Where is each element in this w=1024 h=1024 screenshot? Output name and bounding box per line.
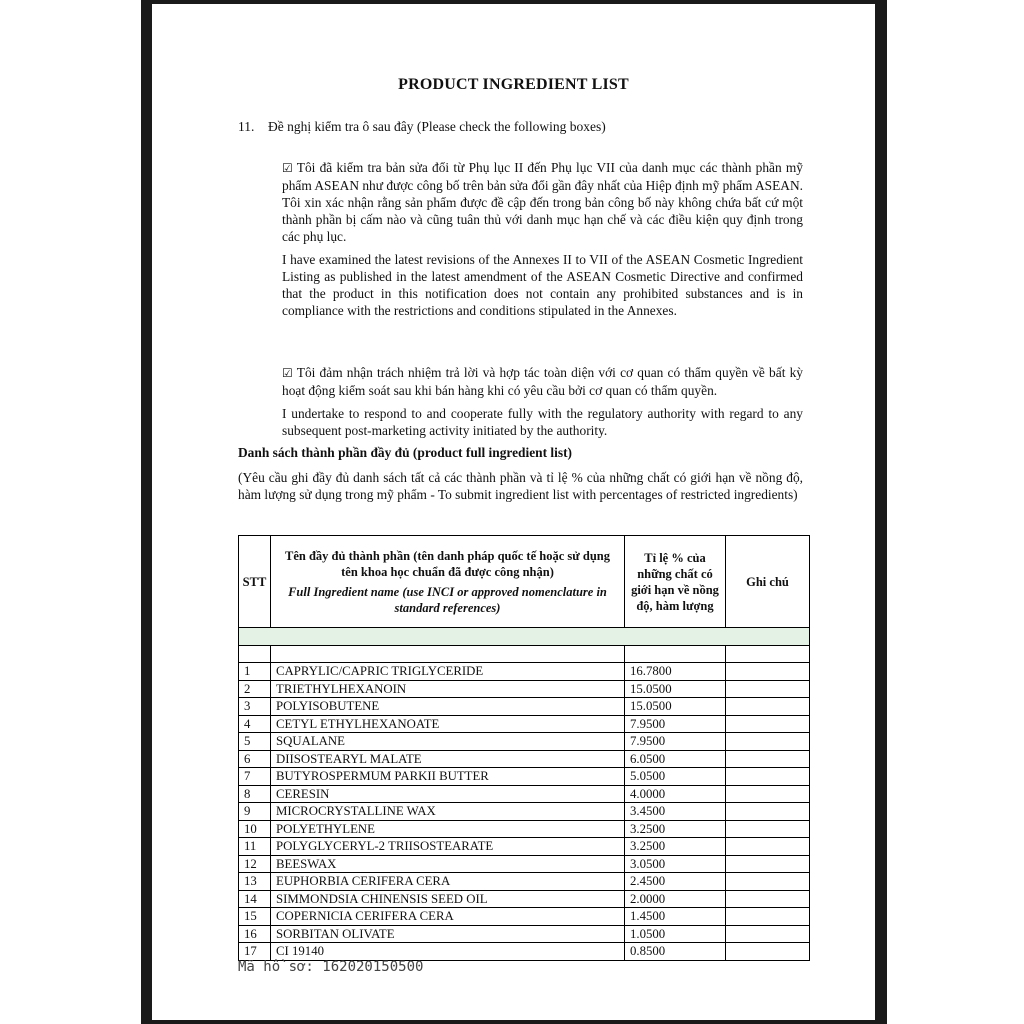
cell-percentage: 3.2500 bbox=[625, 838, 726, 856]
header-ingredient-name bbox=[271, 536, 625, 628]
cell-percentage: 0.8500 bbox=[625, 943, 726, 961]
cell-percentage: 2.0000 bbox=[625, 890, 726, 908]
ingredient-list-requirement: (Yêu cầu ghi đầy đủ danh sách tất cả các thành phần và tỉ lệ % của những chất có giới hạn về nồng độ, hàm lượng sử dụng trong mỹ phẩm - To submit ingredient list with percentages of restricted ingredients) bbox=[238, 470, 803, 502]
cell-stt: 2 bbox=[239, 680, 271, 698]
cell-percentage: 15.0500 bbox=[625, 698, 726, 716]
cell-note bbox=[726, 838, 810, 856]
cell-note bbox=[726, 698, 810, 716]
cell-percentage: 3.4500 bbox=[625, 803, 726, 821]
declaration-2-vi bbox=[282, 364, 803, 399]
document-page bbox=[152, 4, 875, 1020]
cell-ingredient-name: EUPHORBIA CERIFERA CERA bbox=[271, 873, 625, 891]
file-code: Mã hồ sơ: 162020150500 bbox=[238, 959, 424, 975]
section-11 bbox=[238, 119, 606, 135]
cell-percentage: 3.2500 bbox=[625, 820, 726, 838]
cell-ingredient-name: CAPRYLIC/CAPRIC TRIGLYCERIDE bbox=[271, 663, 625, 681]
cell-ingredient-name: SIMMONDSIA CHINENSIS SEED OIL bbox=[271, 890, 625, 908]
section-11-text: Đề nghị kiểm tra ô sau đây (Please check the following boxes) bbox=[268, 119, 606, 134]
table-row bbox=[239, 820, 810, 838]
table-row bbox=[239, 803, 810, 821]
cell-ingredient-name: CERESIN bbox=[271, 785, 625, 803]
cell-percentage: 1.4500 bbox=[625, 908, 726, 926]
cell-percentage: 7.9500 bbox=[625, 733, 726, 751]
cell-stt: 9 bbox=[239, 803, 271, 821]
cell-stt: 16 bbox=[239, 925, 271, 943]
table-row bbox=[239, 908, 810, 926]
cell-note bbox=[726, 680, 810, 698]
checkbox-checked-icon: ☑ bbox=[282, 161, 293, 175]
cell-note bbox=[726, 785, 810, 803]
cell-stt: 7 bbox=[239, 768, 271, 786]
cell-note bbox=[726, 855, 810, 873]
cell-ingredient-name: MICROCRYSTALLINE WAX bbox=[271, 803, 625, 821]
ingredient-list-heading: Danh sách thành phần đầy đủ (product full ingredient list) bbox=[238, 445, 572, 460]
cell-note bbox=[726, 908, 810, 926]
declaration-2-vi-text: Tôi đảm nhận trách nhiệm trả lời và hợp tác toàn diện với cơ quan có thẩm quyền về bất kỳ hoạt động kiểm soát sau khi bán hàng khi có yêu cầu bởi cơ quan có thẩm quyền. bbox=[282, 365, 803, 398]
ingredient-table bbox=[238, 535, 810, 961]
cell-percentage: 2.4500 bbox=[625, 873, 726, 891]
cell-stt: 10 bbox=[239, 820, 271, 838]
header-percentage: Tỉ lệ % của những chất có giới hạn về nồng độ, hàm lượng bbox=[625, 536, 726, 628]
cell-note bbox=[726, 890, 810, 908]
cell-note bbox=[726, 820, 810, 838]
table-row bbox=[239, 873, 810, 891]
table-row bbox=[239, 733, 810, 751]
cell-stt: 13 bbox=[239, 873, 271, 891]
cell-note bbox=[726, 943, 810, 961]
cell-stt: 4 bbox=[239, 715, 271, 733]
cell-note bbox=[726, 768, 810, 786]
table-row bbox=[239, 680, 810, 698]
cell-note bbox=[726, 663, 810, 681]
cell-stt: 1 bbox=[239, 663, 271, 681]
cell-note bbox=[726, 925, 810, 943]
table-row bbox=[239, 750, 810, 768]
declaration-1-vi bbox=[282, 159, 803, 245]
declaration-1-vi-text: Tôi đã kiểm tra bản sửa đổi từ Phụ lục II đến Phụ lục VII của danh mục các thành phần mỹ phẩm ASEAN như được công bố trên bản sửa đổi gần đây nhất của Hiệp định mỹ phẩm ASEAN. Tôi xin xác nhận rằng sản phẩm được đề cập đến trong bản công bố này không chứa bất cứ một thành phần bị cấm nào và cũng tuân thủ với danh mục hạn chế và các điều kiện quy định trong các phụ lục. bbox=[282, 160, 803, 244]
cell-stt: 5 bbox=[239, 733, 271, 751]
table-band-row bbox=[239, 628, 810, 646]
cell-percentage: 3.0500 bbox=[625, 855, 726, 873]
header-name-en: Full Ingredient name (use INCI or approved nomenclature in standard references) bbox=[288, 584, 607, 615]
cell-percentage: 5.0500 bbox=[625, 768, 726, 786]
cell-ingredient-name: CETYL ETHYLHEXANOATE bbox=[271, 715, 625, 733]
table-row bbox=[239, 663, 810, 681]
cell-ingredient-name: TRIETHYLHEXANOIN bbox=[271, 680, 625, 698]
cell-note bbox=[726, 715, 810, 733]
table-row bbox=[239, 890, 810, 908]
declaration-2-en: I undertake to respond to and cooperate fully with the regulatory authority with regard to any subsequent post-marketing activity initiated by the authority. bbox=[282, 406, 803, 438]
cell-ingredient-name: COPERNICIA CERIFERA CERA bbox=[271, 908, 625, 926]
cell-percentage: 6.0500 bbox=[625, 750, 726, 768]
section-number: 11. bbox=[238, 119, 255, 134]
cell-stt: 14 bbox=[239, 890, 271, 908]
cell-percentage: 1.0500 bbox=[625, 925, 726, 943]
cell-stt: 17 bbox=[239, 943, 271, 961]
cell-ingredient-name: SORBITAN OLIVATE bbox=[271, 925, 625, 943]
cell-note bbox=[726, 750, 810, 768]
cell-note bbox=[726, 873, 810, 891]
header-stt: STT bbox=[239, 536, 271, 628]
table-spacer-row bbox=[239, 645, 810, 663]
cell-note bbox=[726, 803, 810, 821]
cell-ingredient-name: DIISOSTEARYL MALATE bbox=[271, 750, 625, 768]
cell-ingredient-name: POLYGLYCERYL-2 TRIISOSTEARATE bbox=[271, 838, 625, 856]
cell-percentage: 16.7800 bbox=[625, 663, 726, 681]
table-row bbox=[239, 838, 810, 856]
table-header-row bbox=[239, 536, 810, 628]
cell-ingredient-name: POLYETHYLENE bbox=[271, 820, 625, 838]
table-row bbox=[239, 715, 810, 733]
cell-stt: 12 bbox=[239, 855, 271, 873]
header-note: Ghi chú bbox=[726, 536, 810, 628]
declaration-1-en: I have examined the latest revisions of the Annexes II to VII of the ASEAN Cosmetic Ingredient Listing as published in the latest amendment of the ASEAN Cosmetic Directive and confirmed that the product in this notification does not contain any prohibited substances and is in compliance with the restrictions and conditions stipulated in the Annexes. bbox=[282, 252, 803, 318]
cell-percentage: 4.0000 bbox=[625, 785, 726, 803]
table-row bbox=[239, 925, 810, 943]
page-title: PRODUCT INGREDIENT LIST bbox=[398, 76, 629, 93]
cell-note bbox=[726, 733, 810, 751]
cell-ingredient-name: POLYISOBUTENE bbox=[271, 698, 625, 716]
cell-stt: 6 bbox=[239, 750, 271, 768]
table-row bbox=[239, 943, 810, 961]
cell-stt: 11 bbox=[239, 838, 271, 856]
cell-ingredient-name: BEESWAX bbox=[271, 855, 625, 873]
table-row bbox=[239, 785, 810, 803]
cell-ingredient-name: CI 19140 bbox=[271, 943, 625, 961]
header-name-vi: Tên đầy đủ thành phần (tên danh pháp quốc tế hoặc sử dụng tên khoa học chuẩn đã được công nhận) bbox=[285, 548, 610, 579]
cell-percentage: 15.0500 bbox=[625, 680, 726, 698]
table-row bbox=[239, 855, 810, 873]
cell-ingredient-name: BUTYROSPERMUM PARKII BUTTER bbox=[271, 768, 625, 786]
checkbox-checked-icon: ☑ bbox=[282, 366, 293, 380]
table-row bbox=[239, 768, 810, 786]
cell-ingredient-name: SQUALANE bbox=[271, 733, 625, 751]
cell-percentage: 7.9500 bbox=[625, 715, 726, 733]
cell-stt: 3 bbox=[239, 698, 271, 716]
table-row bbox=[239, 698, 810, 716]
cell-stt: 15 bbox=[239, 908, 271, 926]
cell-stt: 8 bbox=[239, 785, 271, 803]
